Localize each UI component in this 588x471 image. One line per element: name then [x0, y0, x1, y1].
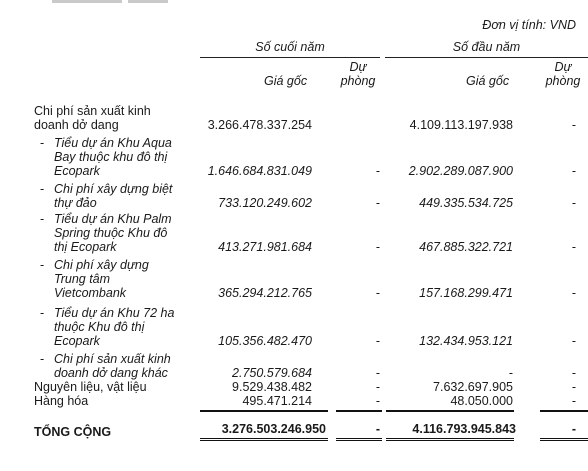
- header-end-of-year: Số cuối năm: [255, 40, 325, 54]
- beginning-cost-cell: 467.885.322.721: [419, 240, 513, 254]
- beginning-provision-cell: -: [571, 380, 576, 394]
- subtotal-rule-end-cost: [200, 410, 328, 412]
- beginning-provision-cell: -: [571, 196, 576, 210]
- subtotal-rule-end-provision: [336, 410, 382, 412]
- beginning-cost-cell: 48.050.000: [450, 394, 513, 408]
- beginning-cost-cell: 157.168.299.471: [419, 286, 513, 300]
- beginning-provision-cell: -: [571, 394, 576, 408]
- row-label: thuộc Khu đô thị: [54, 320, 145, 334]
- beginning-cost-cell: 2.902.289.087.900: [408, 164, 513, 178]
- end-provision-cell: -: [375, 164, 380, 178]
- row-label: Chi phí sản xuất kinh: [34, 104, 151, 118]
- end-cost-cell: 9.529.438.482: [232, 380, 312, 394]
- header-beginning-cost: Giá gốc: [466, 74, 510, 88]
- cropped-top-edge: [0, 0, 588, 6]
- row-label: Tiểu dự án Khu Aqua: [54, 136, 172, 150]
- beginning-cost-cell: 4.109.113.197.938: [409, 118, 513, 132]
- header-beginning-provision-2: phòng: [545, 74, 581, 88]
- bullet-dash: -: [40, 258, 45, 272]
- bullet-dash: -: [40, 306, 45, 320]
- beginning-provision-cell: -: [571, 334, 576, 348]
- total-double-rule-beginning-provision: [540, 438, 588, 441]
- header-beginning-of-year: Số đầu năm: [452, 40, 521, 54]
- row-label: Tiểu dự án Khu Palm: [54, 212, 172, 226]
- end-provision-cell: -: [375, 366, 380, 380]
- row-label: Spring thuộc Khu đô: [54, 226, 168, 240]
- subtotal-rule-beginning-provision: [540, 410, 588, 412]
- beginning-provision-cell: -: [571, 118, 576, 132]
- row-label: doanh dở dang: [34, 118, 119, 132]
- end-provision-cell: -: [375, 240, 380, 254]
- end-provision-cell: -: [375, 394, 380, 408]
- row-label: thị Ecopark: [54, 240, 117, 254]
- total-label: TỔNG CỘNG: [34, 425, 112, 439]
- total-double-rule-beginning-cost: [386, 438, 514, 441]
- row-label: Tiểu dự án Khu 72 ha: [54, 306, 175, 320]
- total-double-rule-end-provision: [336, 438, 382, 441]
- row-label: Bay thuộc khu đô thị: [54, 150, 168, 164]
- bullet-dash: -: [40, 352, 45, 366]
- total-end-cost: 3.276.503.246.950: [221, 422, 326, 436]
- header-end-cost: Giá gốc: [264, 74, 308, 88]
- row-label: Chi phí sản xuất kinh: [54, 352, 171, 366]
- subtotal-rule-beginning-cost: [386, 410, 514, 412]
- row-label: thự đảo: [54, 196, 97, 210]
- row-label: doanh dở dang khác: [54, 366, 168, 380]
- row-label: Chi phí xây dựng: [54, 258, 149, 272]
- end-cost-cell: 2.750.579.684: [232, 366, 312, 380]
- end-provision-cell: -: [375, 196, 380, 210]
- header-beginning-rule: [385, 57, 588, 58]
- end-cost-cell: 1.646.684.831.049: [207, 164, 312, 178]
- end-cost-cell: 105.356.482.470: [218, 334, 312, 348]
- row-label: Ecopark: [54, 164, 100, 178]
- bullet-dash: -: [40, 212, 45, 226]
- header-beginning-provision-1: Dự: [554, 60, 572, 74]
- beginning-cost-cell: -: [508, 366, 513, 380]
- beginning-provision-cell: -: [571, 164, 576, 178]
- row-label: Trung tâm: [54, 272, 111, 286]
- beginning-cost-cell: 132.434.953.121: [419, 334, 513, 348]
- total-end-provision: -: [375, 422, 380, 436]
- beginning-provision-cell: -: [571, 366, 576, 380]
- row-label: Ecopark: [54, 334, 100, 348]
- end-provision-cell: -: [375, 334, 380, 348]
- total-beginning-cost: 4.116.793.945.843: [412, 422, 516, 436]
- beginning-cost-cell: 449.335.534.725: [419, 196, 513, 210]
- end-cost-cell: 733.120.249.602: [218, 196, 312, 210]
- header-end-rule: [200, 57, 380, 58]
- header-end-provision-2: phòng: [340, 74, 376, 88]
- row-label: Vietcombank: [54, 286, 127, 300]
- total-double-rule-end-cost: [200, 438, 328, 441]
- beginning-provision-cell: -: [571, 286, 576, 300]
- end-provision-cell: -: [375, 380, 380, 394]
- end-cost-cell: 3.266.478.337.254: [207, 118, 312, 132]
- end-provision-cell: -: [375, 286, 380, 300]
- header-end-provision-1: Dự: [349, 60, 367, 74]
- beginning-provision-cell: -: [571, 240, 576, 254]
- row-label: Nguyên liệu, vật liệu: [34, 380, 147, 394]
- row-label: Chi phí xây dựng biệt: [54, 182, 173, 196]
- end-cost-cell: 413.271.981.684: [218, 240, 312, 254]
- end-cost-cell: 365.294.212.765: [218, 286, 312, 300]
- row-label: Hàng hóa: [34, 394, 89, 408]
- bullet-dash: -: [40, 182, 45, 196]
- beginning-cost-cell: 7.632.697.905: [433, 380, 513, 394]
- unit-label: Đơn vị tính: VND: [482, 18, 576, 32]
- total-beginning-provision: -: [571, 422, 576, 436]
- bullet-dash: -: [40, 136, 45, 150]
- end-cost-cell: 495.471.214: [242, 394, 312, 408]
